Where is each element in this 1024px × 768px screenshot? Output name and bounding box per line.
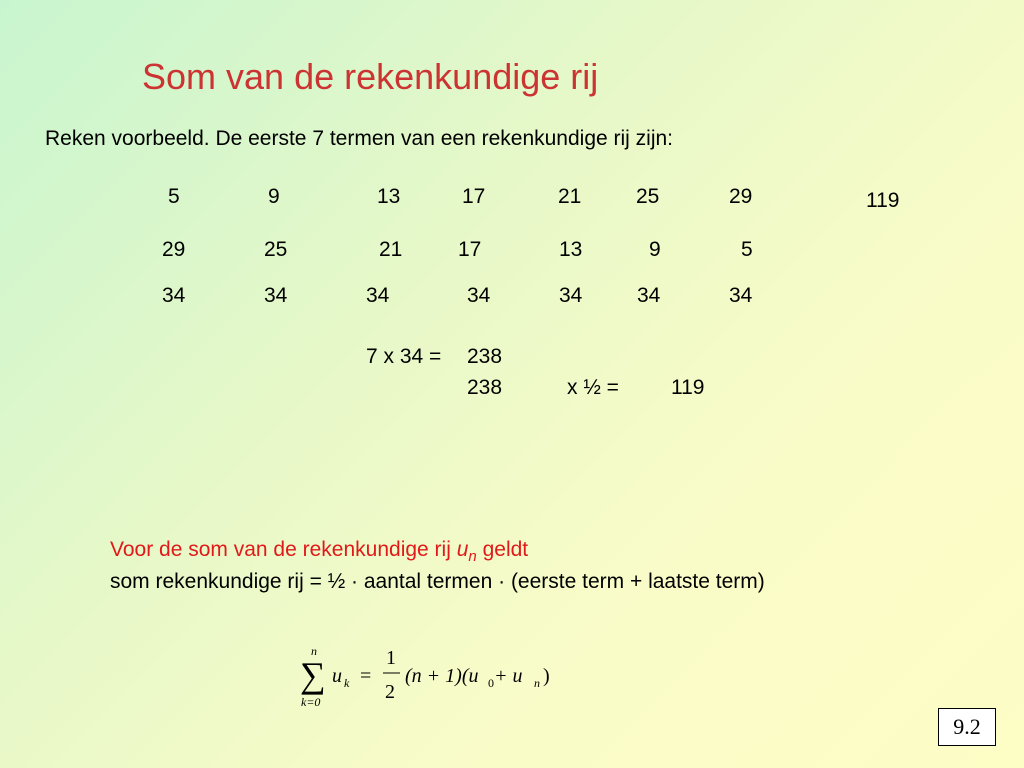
row2-term-6: 9 [649, 238, 661, 261]
rhs-subscript-0: 0 [488, 676, 494, 690]
row2-term-5: 13 [559, 238, 583, 261]
rule-heading-subscript: n [468, 548, 477, 566]
fraction-numerator: 1 [386, 647, 396, 669]
row1-term-4: 17 [462, 185, 486, 208]
rule-statement: som rekenkundige rij = ½ · aantal termen · (eerste term + laatste term) [110, 570, 765, 593]
rhs-subscript-n: n [534, 676, 540, 690]
row3-sum-5: 34 [559, 284, 583, 307]
row3-sum-4: 34 [467, 284, 491, 307]
calc-result: 119 [671, 376, 705, 399]
row3-sum-1: 34 [162, 284, 186, 307]
rule-heading-prefix: Voor de som van de rekenkundige rij [110, 538, 451, 561]
calc-product-repeat: 238 [467, 376, 503, 399]
sigma-symbol: ∑ [300, 655, 326, 695]
slide-title: Som van de rekenkundige rij [142, 56, 599, 97]
intro-text: Reken voorbeeld. De eerste 7 termen van een rekenkundige rij zijn: [45, 127, 674, 150]
row2-term-2: 25 [264, 238, 288, 261]
calc-multiply-label: 7 x 34 = [366, 345, 442, 368]
fraction-denominator: 2 [385, 681, 395, 703]
sum-upper-limit: n [311, 644, 317, 658]
row2-term-7: 5 [741, 238, 753, 261]
equals-sign: = [360, 665, 372, 687]
row2-term-1: 29 [162, 238, 186, 261]
lhs-variable: u [332, 665, 342, 687]
sum-formula [298, 640, 568, 720]
side-sum: 119 [866, 189, 900, 212]
rule-heading [110, 538, 528, 565]
row1-term-5: 21 [558, 185, 582, 208]
row2-term-3: 21 [379, 238, 403, 261]
row3-sum-2: 34 [264, 284, 288, 307]
row1-term-7: 29 [729, 185, 753, 208]
row3-sum-3: 34 [366, 284, 390, 307]
page-number: 9.2 [938, 708, 996, 746]
rule-heading-suffix: geldt [482, 538, 529, 561]
rule-heading-variable: u [456, 538, 469, 561]
row2-term-4: 17 [458, 238, 482, 261]
calc-half-label: x ½ = [567, 376, 619, 399]
row3-sum-6: 34 [637, 284, 661, 307]
row1-term-3: 13 [377, 185, 401, 208]
sum-lower-limit: k=0 [301, 695, 321, 709]
calc-product: 238 [467, 345, 503, 368]
rhs-close-paren: ) [543, 665, 550, 687]
rhs-plus-u: + u [494, 665, 523, 687]
row3-sum-7: 34 [729, 284, 753, 307]
row1-term-1: 5 [168, 185, 180, 208]
lhs-subscript: k [344, 676, 350, 690]
row1-term-2: 9 [268, 185, 280, 208]
row1-term-6: 25 [636, 185, 660, 208]
rhs-part-1: (n + 1)(u [405, 665, 479, 687]
